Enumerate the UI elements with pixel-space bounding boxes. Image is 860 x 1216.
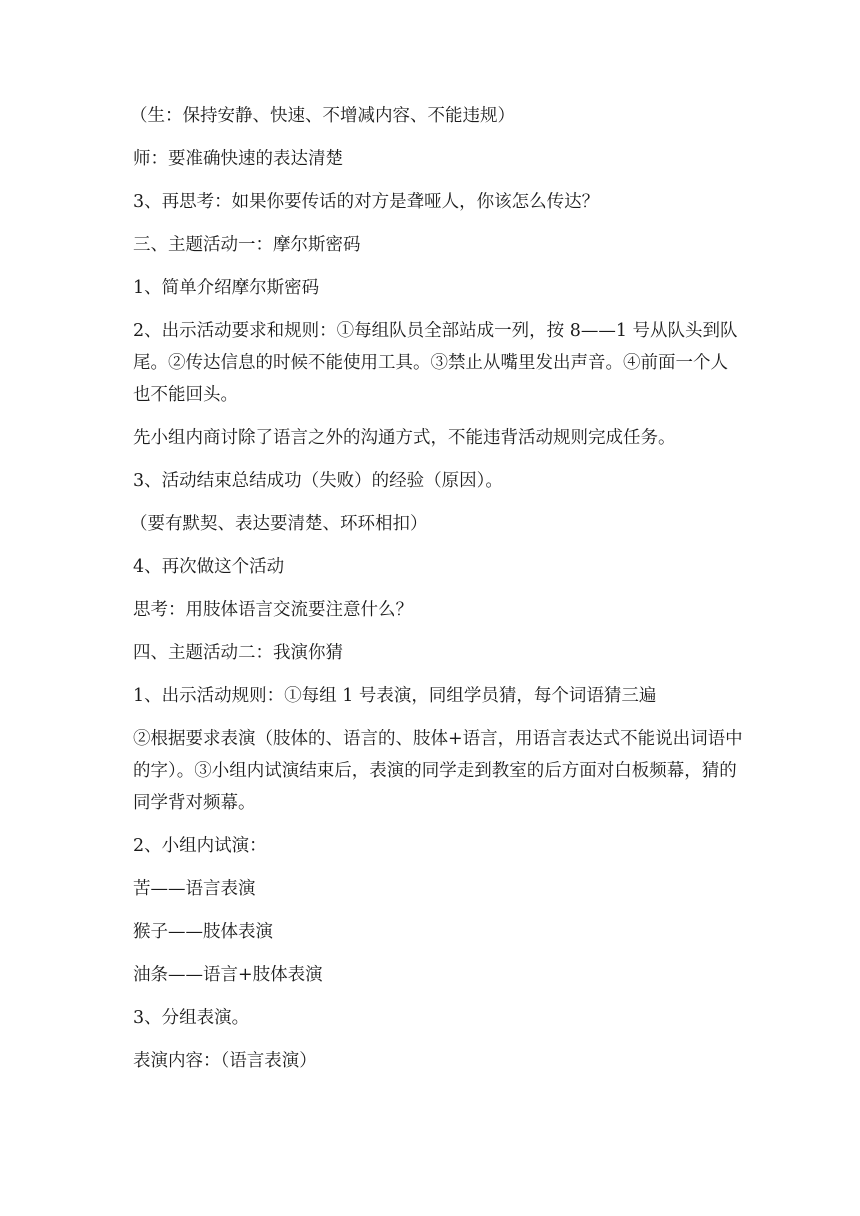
paragraph: 3、再思考：如果你要传话的对方是聋哑人，你该怎么传达？ (133, 192, 600, 212)
paragraph: 3、分组表演。 (133, 1008, 250, 1028)
paragraph: 思考：用肢体语言交流要注意什么？ (133, 600, 413, 620)
paragraph: ②根据要求表演（肢体的、语言的、肢体+语言，用语言表达式不能说出词语中的字）。③小组内试演结束后，表演的同学走到教室的后方面对白板频幕，猜的同学背对频幕。 (133, 729, 743, 813)
paragraph: 师：要准确快速的表达清楚 (133, 149, 343, 169)
paragraph: 2、出示活动要求和规则：①每组队员全部站成一列，按 8——1 号从队头到队尾。②传达信息的时候不能使用工具。③禁止从嘴里发出声音。④前面一个人也不能回头。 (133, 321, 738, 405)
paragraph: 表演内容：（语言表演） (133, 1051, 317, 1071)
paragraph: 2、小组内试演： (133, 836, 267, 856)
section-heading: 三、主题活动一：摩尔斯密码 (133, 235, 361, 255)
section-heading: 四、主题活动二：我演你猜 (133, 643, 343, 663)
paragraph: 油条——语言+肢体表演 (133, 965, 323, 985)
paragraph: 4、再次做这个活动 (133, 557, 285, 577)
paragraph: 猴子——肢体表演 (133, 922, 273, 942)
paragraph: 先小组内商讨除了语言之外的沟通方式，不能违背活动规则完成任务。 (133, 428, 676, 448)
paragraph: 3、活动结束总结成功（失败）的经验（原因）。 (133, 471, 503, 491)
paragraph: （要有默契、表达要清楚、环环相扣） (130, 514, 428, 534)
paragraph: 苦——语言表演 (133, 879, 256, 899)
paragraph: 1、出示活动规则：①每组 1 号表演，同组学员猜，每个词语猜三遍 (133, 686, 657, 706)
document-body (130, 100, 743, 1088)
paragraph: （生：保持安静、快速、不增减内容、不能违规） (130, 106, 515, 126)
paragraph: 1、简单介绍摩尔斯密码 (133, 278, 320, 298)
